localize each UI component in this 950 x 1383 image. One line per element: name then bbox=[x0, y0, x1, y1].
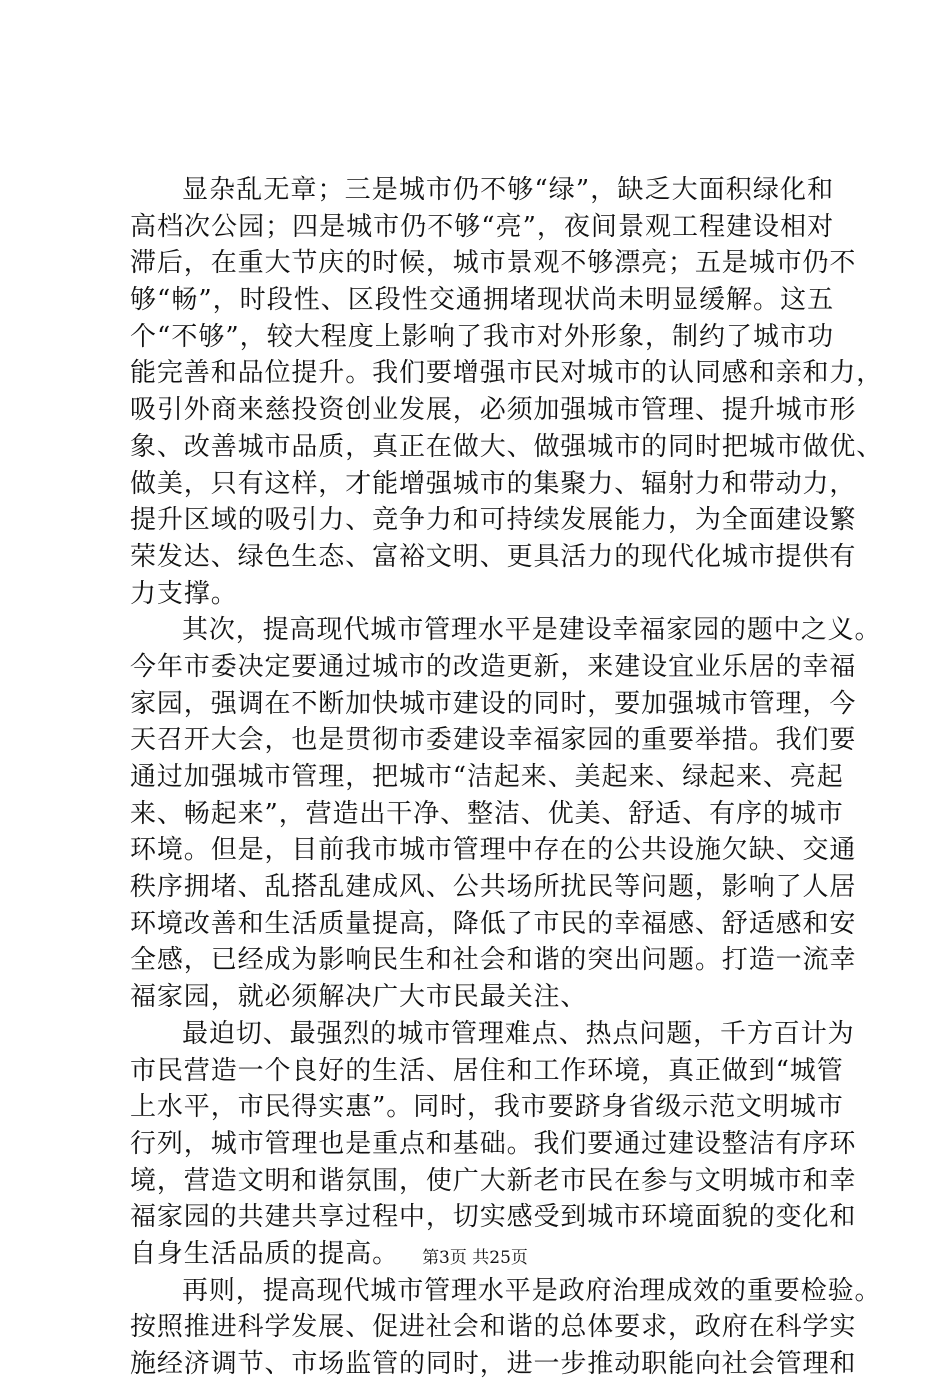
text-line: 福家园，就必须解决广大市民最关注、 bbox=[130, 982, 588, 1013]
text-line: 再则，提高现代城市管理水平是政府治理成效的重要检验。 bbox=[182, 1275, 882, 1306]
text-line: 今年市委决定要通过城市的改造更新，来建设宜业乐居的幸福 bbox=[130, 651, 857, 682]
text-line: 滞后，在重大节庆的时候，城市景观不够漂亮；五是城市仍不 bbox=[130, 248, 857, 279]
text-line: 能完善和品位提升。我们要增强市民对城市的认同感和亲和力， bbox=[130, 358, 884, 389]
text-line: 秩序拥堵、乱搭乱建成风、公共场所扰民等问题，影响了人居 bbox=[130, 872, 857, 903]
text-line: 其次，提高现代城市管理水平是建设幸福家园的题中之义。 bbox=[182, 615, 882, 646]
text-line: 象、改善城市品质，真正在做大、做强城市的同时把城市做优、 bbox=[130, 431, 884, 462]
text-line: 提升区域的吸引力、竞争力和可持续发展能力，为全面建设繁 bbox=[130, 505, 857, 536]
text-line: 按照推进科学发展、促进社会和谐的总体要求，政府在科学实 bbox=[130, 1312, 857, 1343]
text-line: 环境改善和生活质量提高，降低了市民的幸福感、舒适感和安 bbox=[130, 908, 857, 939]
text-line: 个“不够”，较大程度上影响了我市对外形象，制约了城市功 bbox=[130, 321, 834, 352]
text-line: 行列，城市管理也是重点和基础。我们要通过建设整洁有序环 bbox=[130, 1128, 857, 1159]
text-line: 上水平，市民得实惠”。同时，我市要跻身省级示范文明城市 bbox=[130, 1092, 844, 1123]
text-line: 最迫切、最强烈的城市管理难点、热点问题，千方百计为 bbox=[182, 1018, 855, 1049]
text-line: 施经济调节、市场监管的同时，进一步推动职能向社会管理和 bbox=[130, 1349, 857, 1379]
text-line: 力支撑。 bbox=[130, 578, 238, 609]
text-line: 高档次公园；四是城市仍不够“亮”，夜间景观工程建设相对 bbox=[130, 211, 834, 242]
text-line: 福家园的共建共享过程中，切实感受到城市环境面貌的变化和 bbox=[130, 1202, 857, 1233]
text-line: 显杂乱无章；三是城市仍不够“绿”，缺乏大面积绿化和 bbox=[182, 175, 834, 205]
text-line: 家园，强调在不断加快城市建设的同时，要加强城市管理，今 bbox=[130, 688, 857, 719]
text-line: 全感，已经成为影响民生和社会和谐的突出问题。打造一流幸 bbox=[130, 945, 857, 976]
text-line: 吸引外商来慈投资创业发展，必须加强城市管理、提升城市形 bbox=[130, 395, 857, 426]
text-line: 荣发达、绿色生态、富裕文明、更具活力的现代化城市提供有 bbox=[130, 541, 857, 572]
text-line: 市民营造一个良好的生活、居住和工作环境，真正做到“城管 bbox=[130, 1055, 844, 1086]
text-line: 境，营造文明和谐氛围，使广大新老市民在参与文明城市和幸 bbox=[130, 1165, 857, 1196]
text-line: 环境。但是，目前我市城市管理中存在的公共设施欠缺、交通 bbox=[130, 835, 857, 866]
page-number-footer: 第3页 共25页 bbox=[422, 1248, 528, 1268]
text-line: 天召开大会，也是贯彻市委建设幸福家园的重要举措。我们要 bbox=[130, 725, 857, 756]
text-line: 来、畅起来”，营造出干净、整洁、优美、舒适、有序的城市 bbox=[130, 798, 844, 829]
text-line: 自身生活品质的提高。 bbox=[130, 1238, 400, 1269]
body-text bbox=[130, 172, 884, 1383]
text-line: 够“畅”，时段性、区段性交通拥堵现状尚未明显缓解。这五 bbox=[130, 285, 834, 316]
text-line: 通过加强城市管理，把城市“洁起来、美起来、绿起来、亮起 bbox=[130, 762, 844, 792]
text-line: 做美，只有这样，才能增强城市的集聚力、辐射力和带动力， bbox=[130, 468, 857, 499]
